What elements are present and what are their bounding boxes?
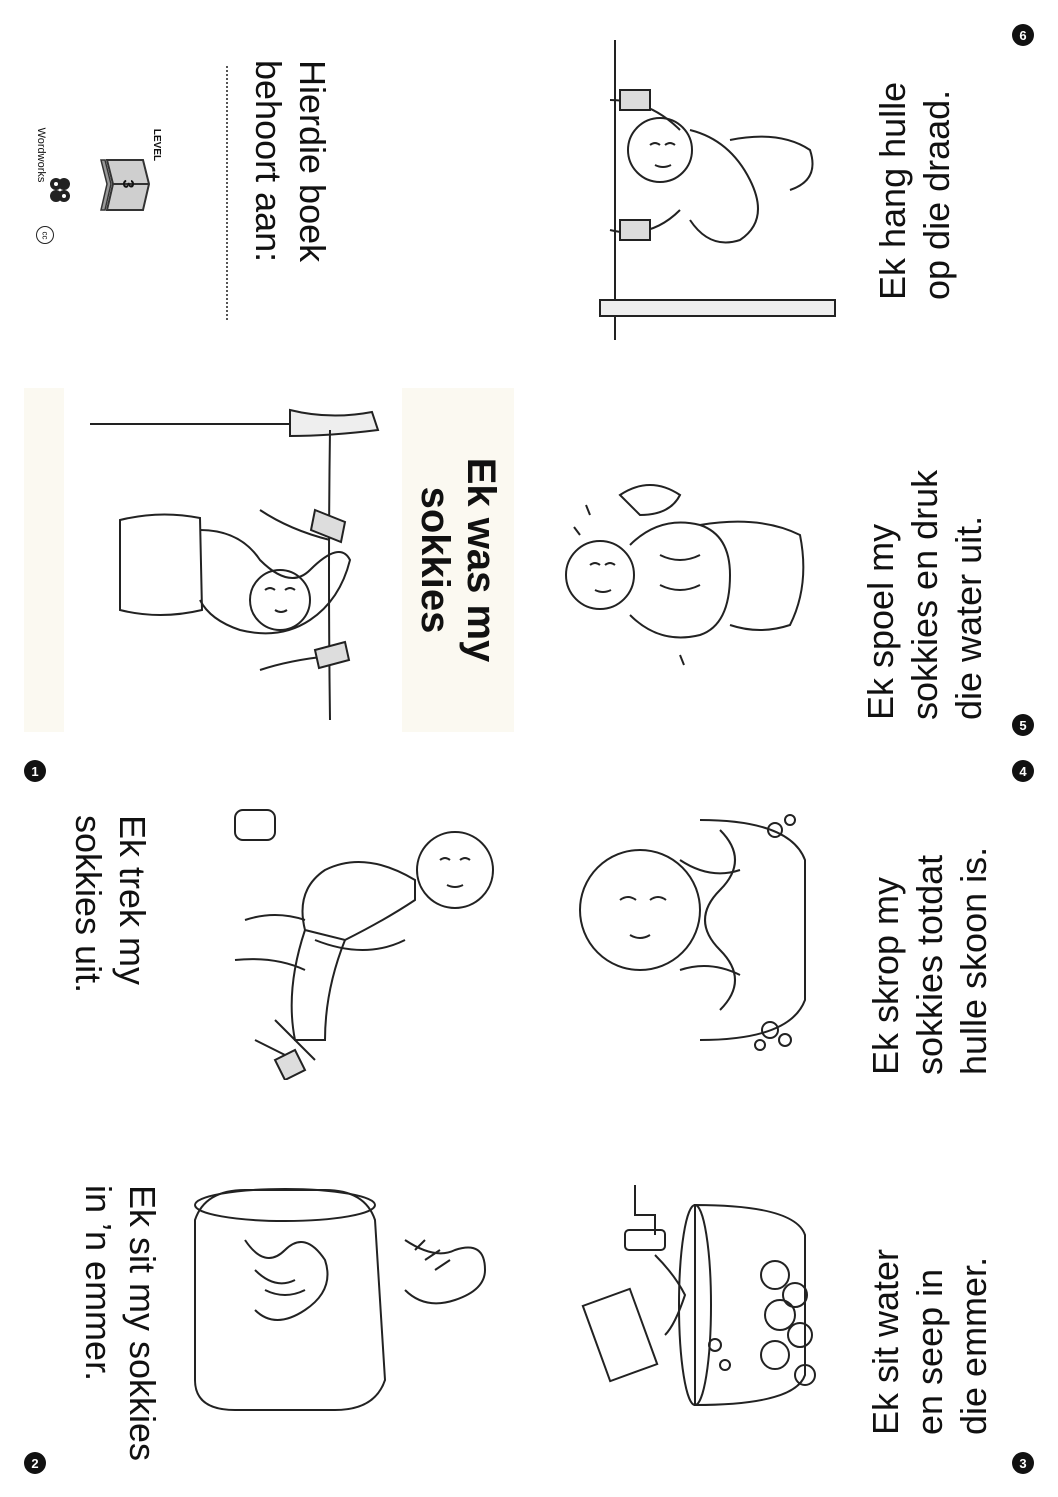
- cover-left-strip: [24, 388, 64, 732]
- page-trek-line2: sokkies uit.: [68, 815, 109, 994]
- page-3-line2: en seep in: [909, 1268, 950, 1435]
- level-badge: [90, 128, 162, 225]
- page-5-text: [855, 460, 995, 720]
- page-6-text: [865, 70, 965, 300]
- level-number: 3: [119, 179, 136, 189]
- page-5-line3: die water uit.: [948, 515, 989, 720]
- page-4-illustration: [570, 800, 815, 1060]
- page-4-text: [860, 795, 1000, 1075]
- cover-illustration: [90, 390, 390, 730]
- level-label: LEVEL: [151, 128, 162, 162]
- page-3-line1: Ek sit water: [865, 1248, 906, 1435]
- page-4-line3: hulle skoon is.: [953, 846, 994, 1075]
- page-5-illustration: [560, 455, 840, 710]
- publisher-name: Wordworks: [35, 127, 47, 183]
- owner-text: [210, 60, 370, 340]
- page-5-line1: Ek spoel my: [860, 523, 901, 720]
- cc-icon: cc: [36, 226, 54, 244]
- page-2-line2: in ’n emmer.: [78, 1185, 119, 1382]
- owner-line2: behoort aan:: [248, 60, 289, 263]
- page-4-line2: sokkies totdat: [909, 854, 950, 1075]
- page-number-2: 2: [24, 1452, 46, 1474]
- page-number-3: 3: [1012, 1452, 1034, 1474]
- page-trek-text: [60, 815, 160, 1035]
- page-trek-line1: Ek trek my: [112, 815, 153, 986]
- page-6-line1: Ek hang hulle: [872, 81, 913, 300]
- page-3-illustration: [575, 1175, 830, 1435]
- page-4-line1: Ek skrop my: [865, 876, 906, 1075]
- page-number-6: 6: [1012, 24, 1034, 46]
- owner-line1: Hierdie boek: [292, 60, 333, 263]
- page-trek-illustration: [215, 790, 500, 1080]
- cover-title-line2: sokkies: [413, 486, 457, 634]
- page-number-5: 5: [1012, 714, 1034, 736]
- cover-title-line1: Ek was my: [459, 457, 503, 663]
- page-6-illustration: [570, 40, 845, 340]
- page-2-text: [70, 1185, 170, 1465]
- page-2-line1: Ek sit my sokkies: [122, 1185, 163, 1462]
- owner-dotted-line: [226, 66, 228, 320]
- page-5-line2: sokkies en druk: [904, 469, 945, 720]
- page-3-line3: die emmer.: [953, 1256, 994, 1435]
- page-2-illustration: [185, 1180, 505, 1420]
- owner-panel: [210, 60, 370, 340]
- cover-title: [410, 390, 506, 730]
- page-number-1: 1: [24, 760, 46, 782]
- wordworks-logo-icon: [48, 176, 72, 206]
- page-number-4: 4: [1012, 760, 1034, 782]
- page-3-text: [860, 1185, 1000, 1435]
- page-6-line2: op die draad.: [916, 89, 957, 300]
